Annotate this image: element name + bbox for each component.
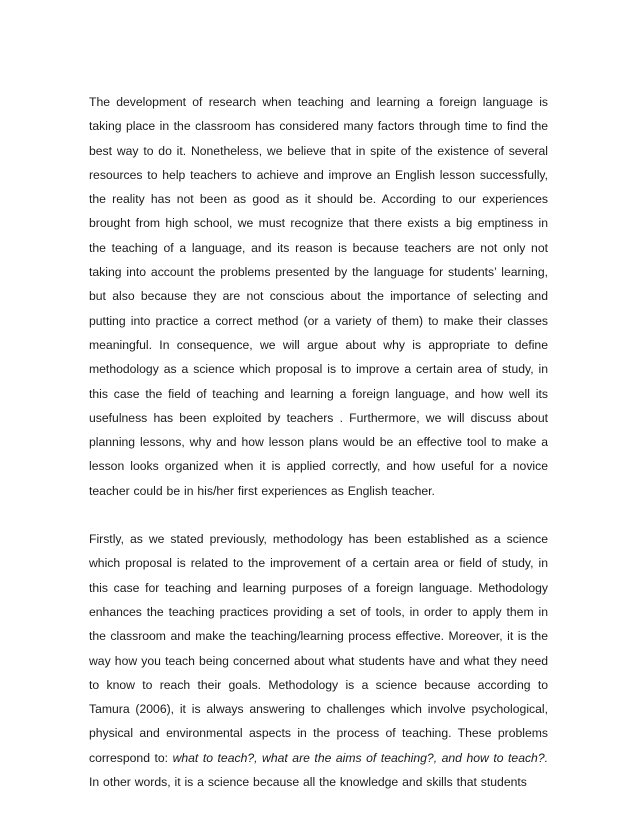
document-page <box>89 90 548 794</box>
paragraph-methodology-text: Firstly, as we stated previously, methodology has been established as a science which proposal is related to the improvement of a certain area or field of study, in this case for teaching and learning purposes of a foreign language. Methodology enhances the teaching practices providing a set of tools, in order to apply them in the classroom and make the teaching/learning process effective. Moreover, it is the way how you teach being concerned about what students have and what they need to know to reach their goals. Methodology is a science because according to Tamura (2006), it is always answering to challenges which involve psychological, physical and environmental aspects in the process of teaching. These problems correspond to: <box>89 532 548 765</box>
paragraph-methodology-continuation: In other words, it is a science because all the knowledge and skills that students <box>89 775 527 790</box>
paragraph-introduction: The development of research when teaching and learning a foreign language is taking place in the classroom has considered many factors through time to find the best way to do it. Nonetheless, we believe that in spite of the existence of several resources to help teachers to achieve and improve an English lesson successfully, the reality has not been as good as it should be. According to our experiences brought from high school, we must recognize that there exists a big emptiness in the teaching of a language, and its reason is because teachers are not only not taking into account the problems presented by the language for students’ learning, but also because they are not conscious about the importance of selecting and putting into practice a correct method (or a variety of them) to make their classes meaningful. In consequence, we will argue about why is appropriate to define methodology as a science which proposal is to improve a certain area of study, in this case the field of teaching and learning a foreign language, and how well its usefulness has been exploited by teachers . Furthermore, we will discuss about planning lessons, why and how lesson plans would be an effective tool to make a lesson looks organized when it is applied correctly, and how useful for a novice teacher could be in his/her first experiences as English teacher. <box>89 95 548 498</box>
paragraph-methodology <box>89 527 548 794</box>
paragraph-methodology-questions: what to teach?, what are the aims of teaching?, and how to teach?. <box>172 750 549 765</box>
